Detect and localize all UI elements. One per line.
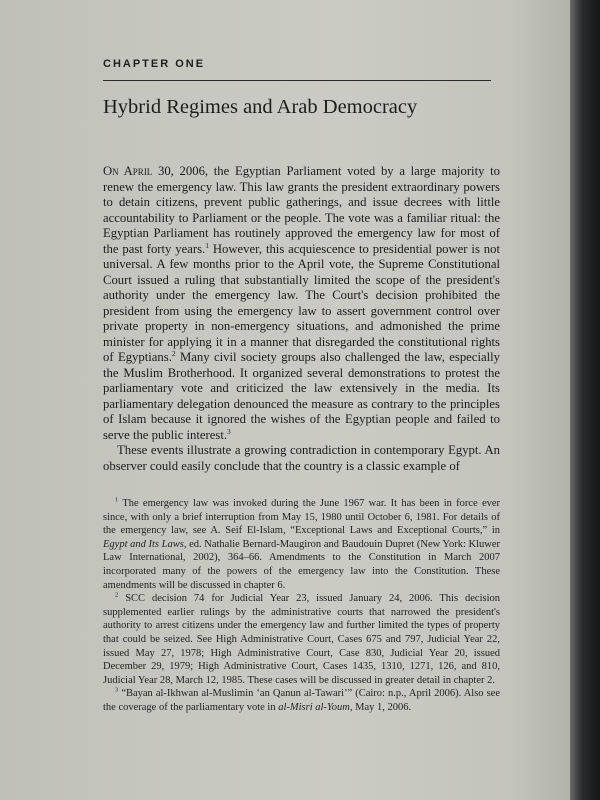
footnote-3: [103, 687, 500, 714]
footnote-2-text: SCC decision 74 for Judicial Year 23, issued January 24, 2006. This decision supplemented earlier rulings by the administrative courts that narrowed the president's authority to arrest citizens under the emergency law and further limited the types of property that could be seized. See High Administrative Court, Cases 675 and 797, Judicial Year 22, issued May 27, 1978; High Administrative Court, Case 830, Judicial Year 20, issued December 29, 1979; High Administrative Court, Cases 1435, 1310, 1271, 126, and 810, Judicial Year 28, March 12, 1985. These cases will be discussed in greater detail in chapter 2.: [103, 593, 501, 686]
footnote-2: [103, 592, 500, 687]
footnote-3-text-b: , May 1, 2006.: [349, 701, 412, 713]
footnote-number: 1: [115, 496, 119, 504]
footnote-ref-2[interactable]: 2: [171, 348, 176, 358]
footnote-1-text-b: , ed. Nathalie Bernard-Maugiron and Baudouin Dupret (New York: Kluwer Law International, 2002), 364–66. Amendments to the Constitution in March 2007 incorporated many of the powers of the emergency law into the Constitution. These amendments will be discussed in chapter 6.: [103, 538, 501, 591]
footnote-3-title: al-Misri al-Youm: [278, 701, 350, 713]
footnote-1-text-a: The emergency law was invoked during the June 1967 war. It has been in force ever since, with only a brief interruption from May 15, 1980 until October 6, 1981. For details of the emergency law, see A. Seif El-Islam, “Exceptional Laws and Exceptional Courts,” in: [103, 498, 501, 537]
footnote-1-title: Egypt and Its Laws: [103, 538, 184, 550]
paragraph-1: [103, 164, 500, 443]
body-text: [103, 164, 500, 474]
footnote-1: [103, 497, 500, 592]
paragraph-lead: On April 30, 2006,: [103, 164, 209, 178]
footnote-number: 3: [115, 686, 119, 694]
paragraph-2: These events illustrate a growing contradiction in contemporary Egypt. An observer could easily conclude that the country is a classic example of: [103, 443, 500, 473]
paragraph-1-part-a: the Egyptian Parliament voted by a large majority to renew the emergency law. This law grants the president extraordinary powers to detain citizens, prevent public gatherings, and issue decrees with little accountability to Parliament or the people. The vote was a familiar ritual: the Egyptian Parliament has routinely approved the emergency law for most of the past forty years.: [103, 164, 500, 256]
paragraph-1-part-c: Many civil society groups also challenged the law, especially the Muslim Brotherhood. It organized several demonstrations to protest the parliamentary vote and criticized the law extensively in the media. Its parliamentary delegation denounced the measure as contrary to the principles of Islam because it ignored the wishes of the Egyptian people and failed to serve the public interest.: [103, 350, 500, 442]
chapter-rule: [103, 80, 491, 81]
footnote-ref-3[interactable]: 3: [227, 426, 231, 436]
footnote-number: 2: [115, 591, 119, 599]
paragraph-1-part-b: However, this acquiescence to presidential power is not universal. A few months prior to the April vote, the Supreme Constitutional Court issued a ruling that substantially limited the scope of the president's authority under the emergency law. The Court's decision prohibited the president from using the emergency law to assert government control over private property in non-emergency situations, and admonished the prime minister for applying it in a manner that disregarded the constitutional rights of Egyptians.: [103, 241, 500, 364]
footnotes: [103, 497, 500, 715]
chapter-title: Hybrid Regimes and Arab Democracy: [103, 96, 418, 118]
footnote-3-text-a: “Bayan al-Ikhwan al-Muslimin ‘an Qanun al-Tawari’” (Cairo: n.p., April 2006). Also see the coverage of the parliamentary vote in: [103, 688, 500, 713]
book-spine-shadow: [570, 0, 600, 800]
chapter-label: CHAPTER ONE: [103, 58, 206, 70]
footnote-ref-1[interactable]: 1: [205, 240, 209, 250]
